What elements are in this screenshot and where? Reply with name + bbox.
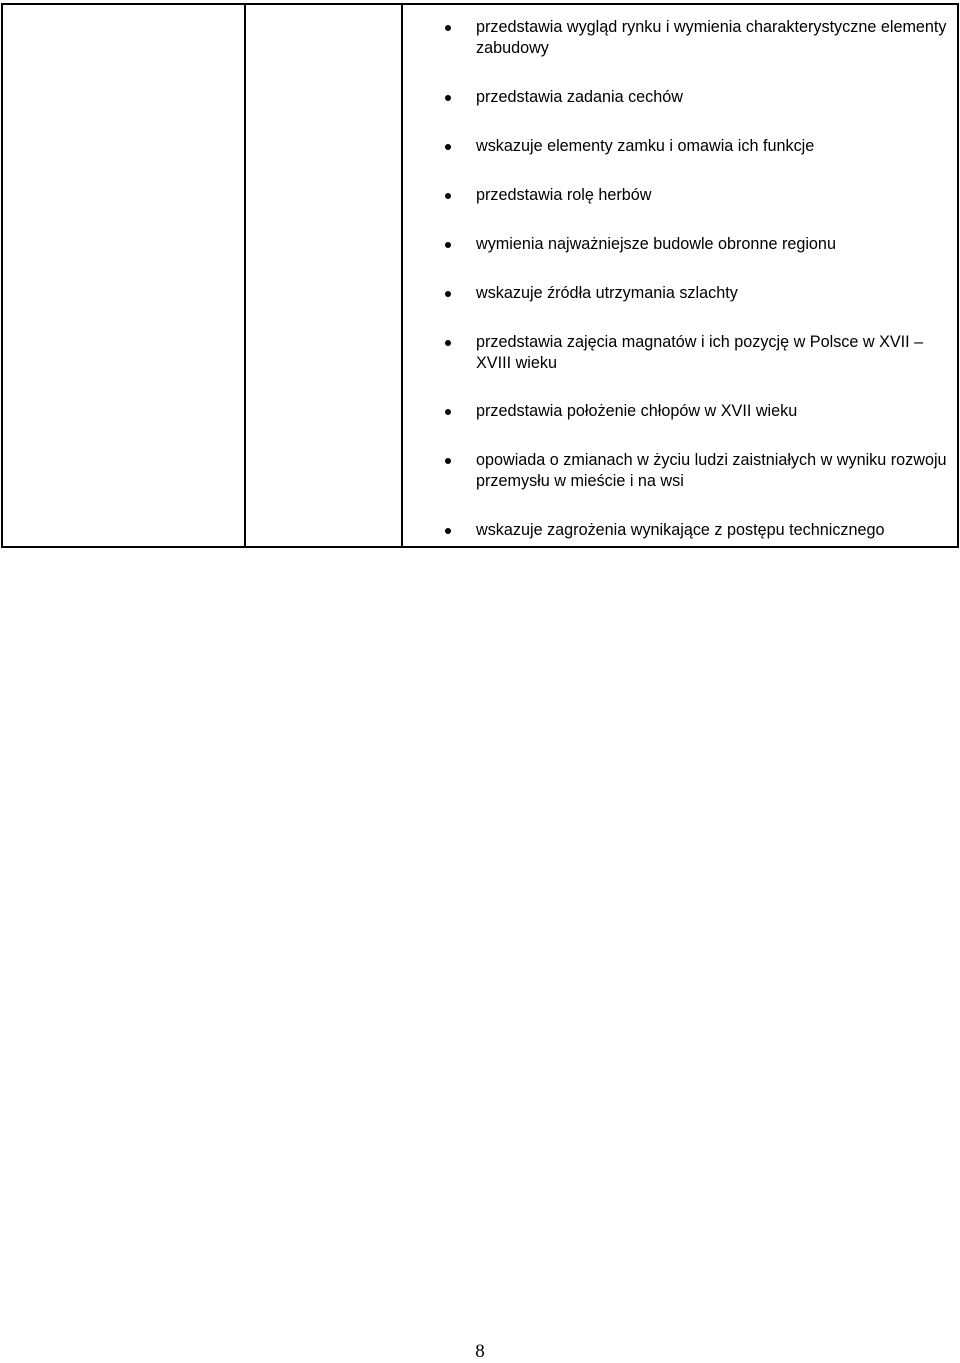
- list-item-text: opowiada o zmianach w życiu ludzi zaistniałych w wyniku rozwoju przemysłu w mieście i na wsi: [476, 451, 947, 490]
- list-item: [476, 87, 953, 108]
- page-number: 8: [475, 1341, 485, 1362]
- list-item: [476, 136, 953, 157]
- list-item: [476, 401, 953, 422]
- table-column-1: [3, 5, 246, 546]
- list-item-text: przedstawia zajęcia magnatów i ich pozycję w Polsce w XVII – XVIII wieku: [476, 333, 924, 372]
- list-item: [476, 17, 953, 59]
- bullet-icon: [445, 193, 451, 199]
- list-item: [476, 185, 953, 206]
- bullet-icon: [445, 95, 451, 101]
- list-item: [476, 283, 953, 304]
- table-column-3: [403, 5, 957, 546]
- list-item: [476, 520, 953, 541]
- list-item-text: przedstawia rolę herbów: [476, 186, 652, 204]
- bullet-icon: [445, 25, 451, 31]
- list-item-text: wskazuje elementy zamku i omawia ich funkcje: [476, 137, 815, 155]
- bullet-icon: [445, 144, 451, 150]
- list-item: [476, 450, 953, 492]
- list-item-text: przedstawia zadania cechów: [476, 88, 683, 106]
- bullet-icon: [445, 458, 451, 464]
- bullet-icon: [445, 340, 451, 346]
- list-item-text: przedstawia położenie chłopów w XVII wieku: [476, 402, 798, 420]
- list-item: [476, 234, 953, 255]
- list-item-text: przedstawia wygląd rynku i wymienia charakterystyczne elementy zabudowy: [476, 18, 947, 57]
- curriculum-table: [1, 3, 959, 548]
- list-item-text: wskazuje zagrożenia wynikające z postępu technicznego: [476, 521, 885, 539]
- list-item-text: wskazuje źródła utrzymania szlachty: [476, 284, 738, 302]
- table-column-2: [246, 5, 403, 546]
- bullet-icon: [445, 291, 451, 297]
- bullet-icon: [445, 409, 451, 415]
- list-item-text: wymienia najważniejsze budowle obronne regionu: [476, 235, 836, 253]
- bullet-icon: [445, 528, 451, 534]
- list-item: [476, 332, 953, 374]
- bullet-icon: [445, 242, 451, 248]
